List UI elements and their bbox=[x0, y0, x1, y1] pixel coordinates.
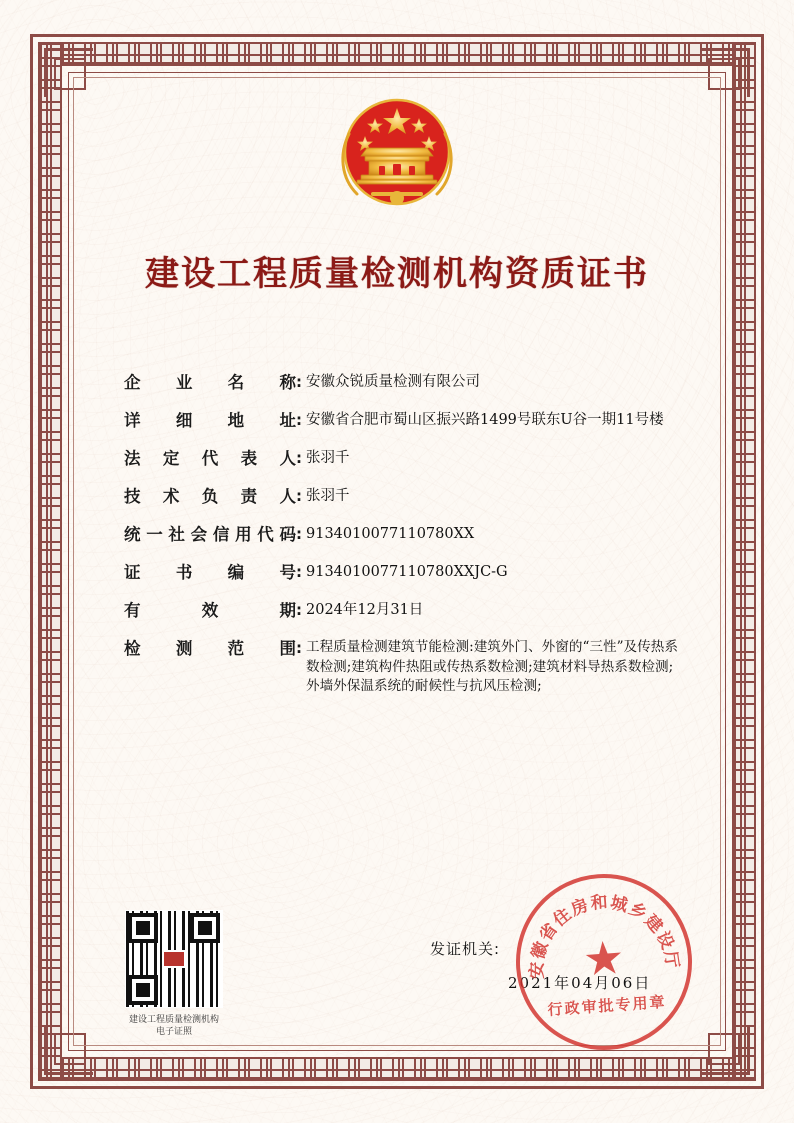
field-row-company-name bbox=[124, 372, 684, 393]
field-value-certificate-number: 9134010077110780XXJC-G bbox=[306, 564, 508, 580]
seal-arc-label: 安徽省住房和城乡建设厅 bbox=[527, 892, 683, 979]
field-row-legal-representative bbox=[124, 448, 684, 469]
field-value-company-name: 安徽众锐质量检测有限公司 bbox=[306, 374, 480, 390]
field-colon: : bbox=[296, 639, 302, 657]
seal-star-icon: ★ bbox=[581, 931, 627, 986]
field-value-unified-social-credit-code: 9134010077110780XX bbox=[306, 526, 475, 542]
field-row-detailed-address bbox=[124, 410, 684, 431]
field-value-validity-period: 2024年12月31日 bbox=[306, 602, 424, 618]
field-row-unified-social-credit-code bbox=[124, 524, 684, 545]
greek-key-border-top bbox=[38, 42, 756, 66]
field-colon: : bbox=[296, 563, 302, 581]
field-colon: : bbox=[296, 601, 302, 619]
qr-caption-line1: 建设工程质量检测机构 bbox=[128, 1015, 219, 1025]
greek-key-border-bottom bbox=[38, 1057, 756, 1081]
field-value-testing-scope: 工程质量检测建筑节能检测:建筑外门、外窗的“三性”及传热系数检测;建筑构件热阻或传热系数检测;建筑材料导热系数检测;外墙外保温系统的耐候性与抗风压检测; bbox=[306, 639, 678, 694]
seal-bottom-text: 行政审批专用章 bbox=[547, 992, 668, 1020]
field-label: 证 书 编 号 bbox=[124, 563, 296, 582]
field-row-validity-period bbox=[124, 600, 684, 621]
issuer-label: 发证机关: bbox=[430, 940, 501, 958]
field-colon: : bbox=[296, 449, 302, 467]
emblem-container bbox=[0, 94, 794, 223]
qr-center-logo bbox=[162, 950, 186, 968]
field-label: 详 细 地 址 bbox=[124, 411, 296, 430]
qr-finder-top-left bbox=[128, 913, 158, 943]
field-row-testing-scope bbox=[124, 638, 684, 697]
field-row-certificate-number bbox=[124, 562, 684, 583]
field-value-legal-representative: 张羽千 bbox=[306, 450, 350, 466]
field-label: 技 术 负 责 人 bbox=[124, 487, 296, 506]
field-label: 有 效 期 bbox=[124, 601, 296, 620]
field-colon: : bbox=[296, 487, 302, 505]
official-seal bbox=[510, 868, 698, 1056]
field-value-detailed-address: 安徽省合肥市蜀山区振兴路1499号联东U谷一期11号楼 bbox=[306, 412, 664, 428]
field-label: 统一社会信用代码 bbox=[124, 525, 296, 544]
fields-list bbox=[124, 372, 684, 714]
certificate-title: 建设工程质量检测机构资质证书 bbox=[145, 254, 649, 294]
field-colon: : bbox=[296, 411, 302, 429]
qr-code-block[interactable] bbox=[112, 910, 236, 1038]
qr-caption bbox=[112, 1014, 236, 1038]
qr-finder-top-right bbox=[190, 913, 220, 943]
field-label: 检 测 范 围 bbox=[124, 639, 296, 658]
field-label: 企 业 名 称 bbox=[124, 373, 296, 392]
field-value-technical-director: 张羽千 bbox=[306, 488, 350, 504]
qr-finder-bottom-left bbox=[128, 975, 158, 1005]
national-emblem-icon bbox=[331, 94, 463, 218]
field-colon: : bbox=[296, 525, 302, 543]
issue-date: 2021年04月06日 bbox=[508, 974, 652, 992]
qr-caption-line2: 电子证照 bbox=[155, 1027, 192, 1037]
field-row-technical-director bbox=[124, 486, 684, 507]
field-colon: : bbox=[296, 373, 302, 391]
qr-code-icon[interactable] bbox=[125, 910, 223, 1008]
field-label: 法 定 代 表 人 bbox=[124, 449, 296, 468]
